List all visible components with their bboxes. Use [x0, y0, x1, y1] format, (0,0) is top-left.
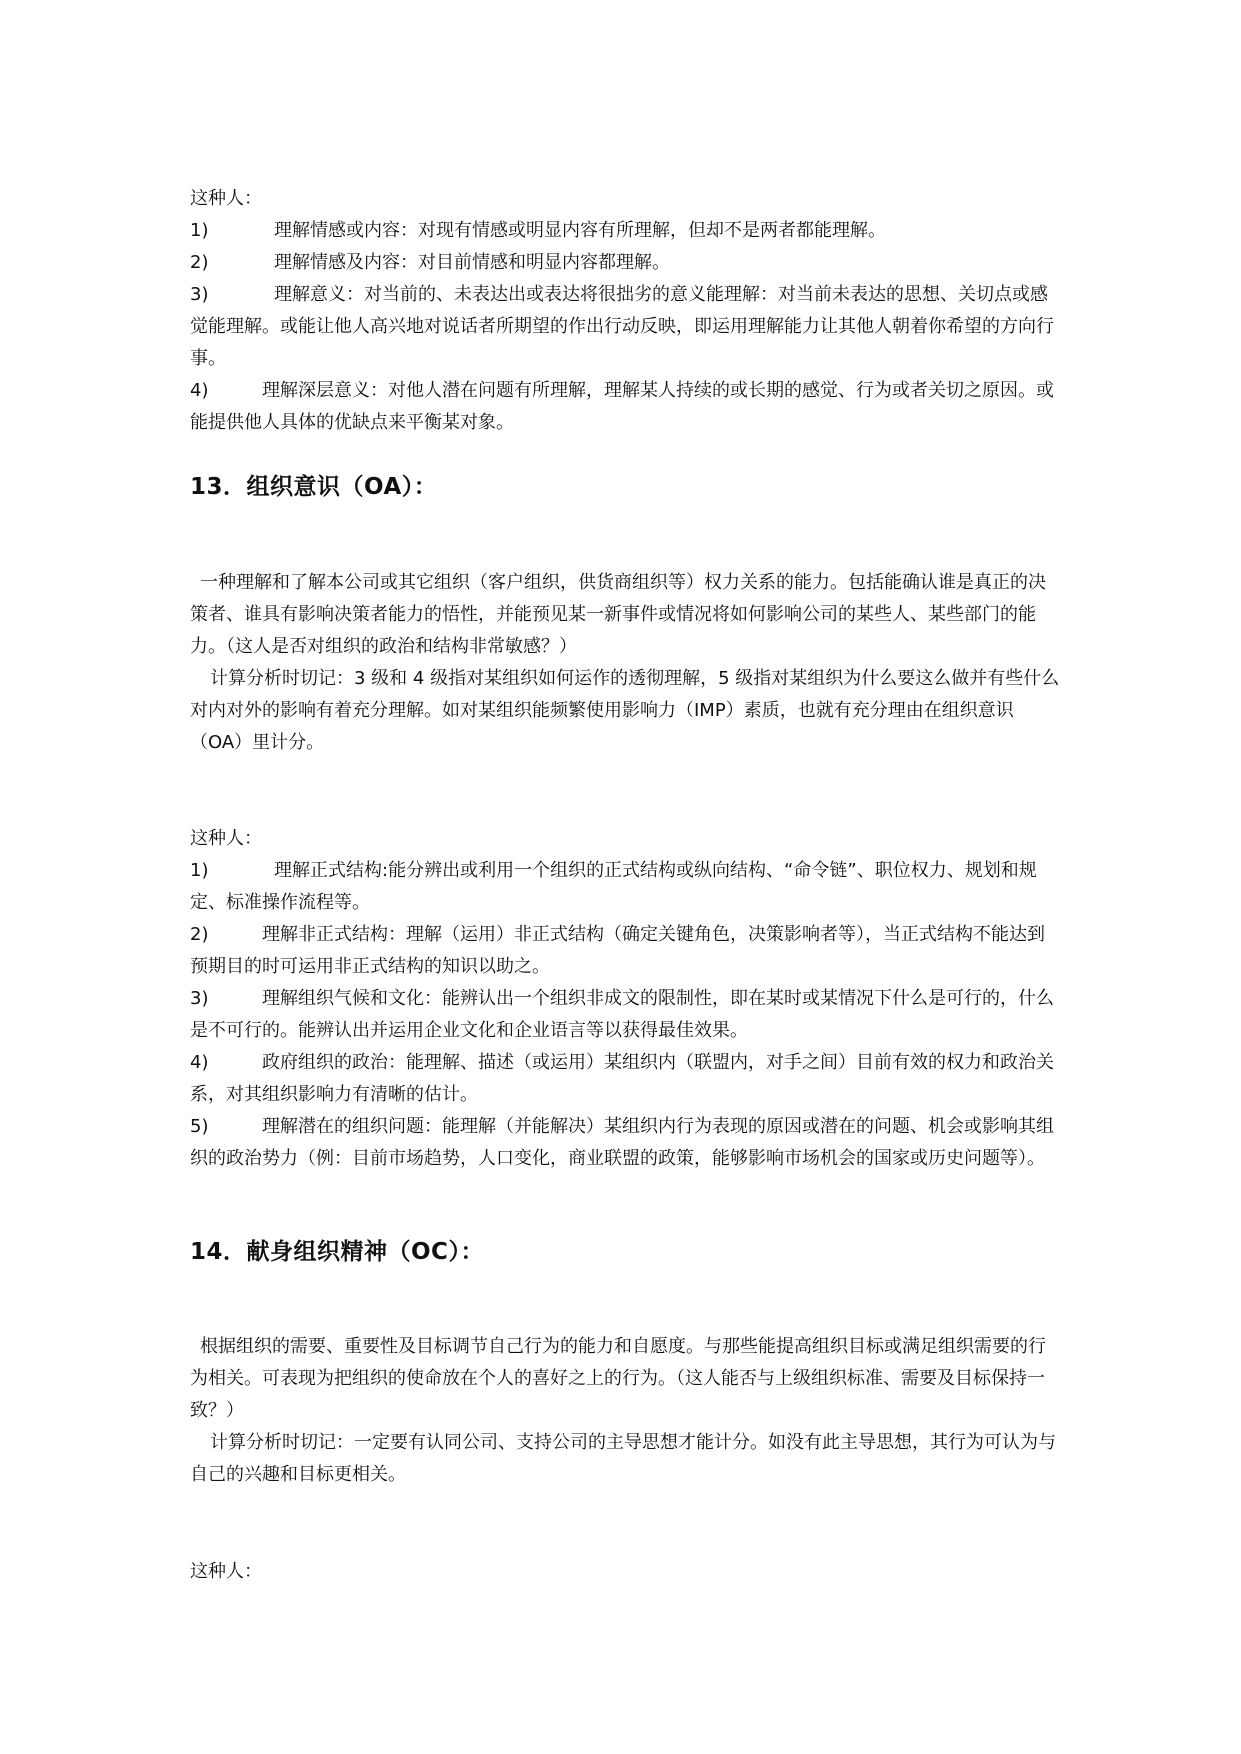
- item-number: 1): [190, 220, 209, 241]
- section-14-description: [190, 1331, 1062, 1491]
- item-text: 理解情感或内容：对现有情感或明显内容有所理解，但却不是两者都能理解。: [274, 220, 886, 241]
- list-item: [190, 375, 1062, 439]
- section-13-items-list: [190, 855, 1062, 1175]
- item-text: 理解正式结构:能分辨出或利用一个组织的正式结构或纵向结构、“命令链”、职位权力、规划和规定、标准操作流程等。: [190, 860, 1037, 913]
- item-number: 4): [190, 380, 209, 401]
- prev-items-list: [190, 215, 1062, 439]
- item-number: 2): [190, 252, 209, 273]
- paragraph: 计算分析时切记：3 级和 4 级指对某组织如何运作的透彻理解，5 级指对某组织为什么要这么做并有些什么对内对外的影响有着充分理解。如对某组织能频繁使用影响力（IMP）素质，也就有充分理由在组织意识（OA）里计分。: [190, 668, 1060, 753]
- item-number: 3): [190, 284, 209, 305]
- item-number: 5): [190, 1116, 209, 1137]
- item-number: 3): [190, 988, 209, 1009]
- paragraph: 根据组织的需要、重要性及目标调节自己行为的能力和自愿度。与那些能提高组织目标或满足组织需要的行为相关。可表现为把组织的使命放在个人的喜好之上的行为。（这人能否与上级组织标准、需要及目标保持一致？）: [190, 1336, 1046, 1421]
- item-text: 理解组织气候和文化：能辨认出一个组织非成文的限制性，即在某时或某情况下什么是可行的，什么是不可行的。能辨认出并运用企业文化和企业语言等以获得最佳效果。: [190, 988, 1054, 1041]
- list-item: [190, 215, 1062, 247]
- paragraph: 计算分析时切记：一定要有认同公司、支持公司的主导思想才能计分。如没有此主导思想，其行为可认为与自己的兴趣和目标更相关。: [190, 1432, 1056, 1485]
- item-text: 理解深层意义：对他人潜在问题有所理解，理解某人持续的或长期的感觉、行为或者关切之原因。或能提供他人具体的优缺点来平衡某对象。: [190, 380, 1054, 433]
- list-item: [190, 1047, 1062, 1111]
- list-item: [190, 983, 1062, 1047]
- item-text: 理解潜在的组织问题：能理解（并能解决）某组织内行为表现的原因或潜在的问题、机会或影响其组织的政治势力（例：目前市场趋势，人口变化，商业联盟的政策，能够影响市场机会的国家或历史问题等）。: [190, 1116, 1054, 1169]
- list-item: [190, 247, 1062, 279]
- intro-this-person-3: 这种人：: [190, 1561, 262, 1582]
- item-number: 1): [190, 860, 209, 881]
- section-heading-13: 13．组织意识（OA）：: [190, 474, 438, 500]
- item-text: 理解意义：对当前的、未表达出或表达将很拙劣的意义能理解：对当前未表达的思想、关切点或感觉能理解。或能让他人高兴地对说话者所期望的作出行动反映，即运用理解能力让其他人朝着你希望的方向行事。: [190, 284, 1054, 369]
- section-13-description: [190, 567, 1062, 759]
- paragraph: 一种理解和了解本公司或其它组织（客户组织，供货商组织等）权力关系的能力。包括能确认谁是真正的决策者、谁具有影响决策者能力的悟性，并能预见某一新事件或情况将如何影响公司的某些人、某些部门的能力。（这人是否对组织的政治和结构非常敏感？）: [190, 572, 1046, 657]
- list-item: [190, 855, 1062, 919]
- item-text: 政府组织的政治：能理解、描述（或运用）某组织内（联盟内，对手之间）目前有效的权力和政治关系，对其组织影响力有清晰的估计。: [190, 1052, 1054, 1105]
- item-text: 理解情感及内容：对目前情感和明显内容都理解。: [274, 252, 670, 273]
- item-number: 4): [190, 1052, 209, 1073]
- list-item: [190, 279, 1062, 375]
- item-text: 理解非正式结构：理解（运用）非正式结构（确定关键角色，决策影响者等），当正式结构不能达到预期目的时可运用非正式结构的知识以助之。: [190, 924, 1045, 977]
- item-number: 2): [190, 924, 209, 945]
- intro-this-person-2: 这种人：: [190, 828, 262, 849]
- intro-this-person-1: 这种人：: [190, 188, 262, 209]
- list-item: [190, 1111, 1062, 1175]
- list-item: [190, 919, 1062, 983]
- section-heading-14: 14．献身组织精神（OC）：: [190, 1239, 484, 1265]
